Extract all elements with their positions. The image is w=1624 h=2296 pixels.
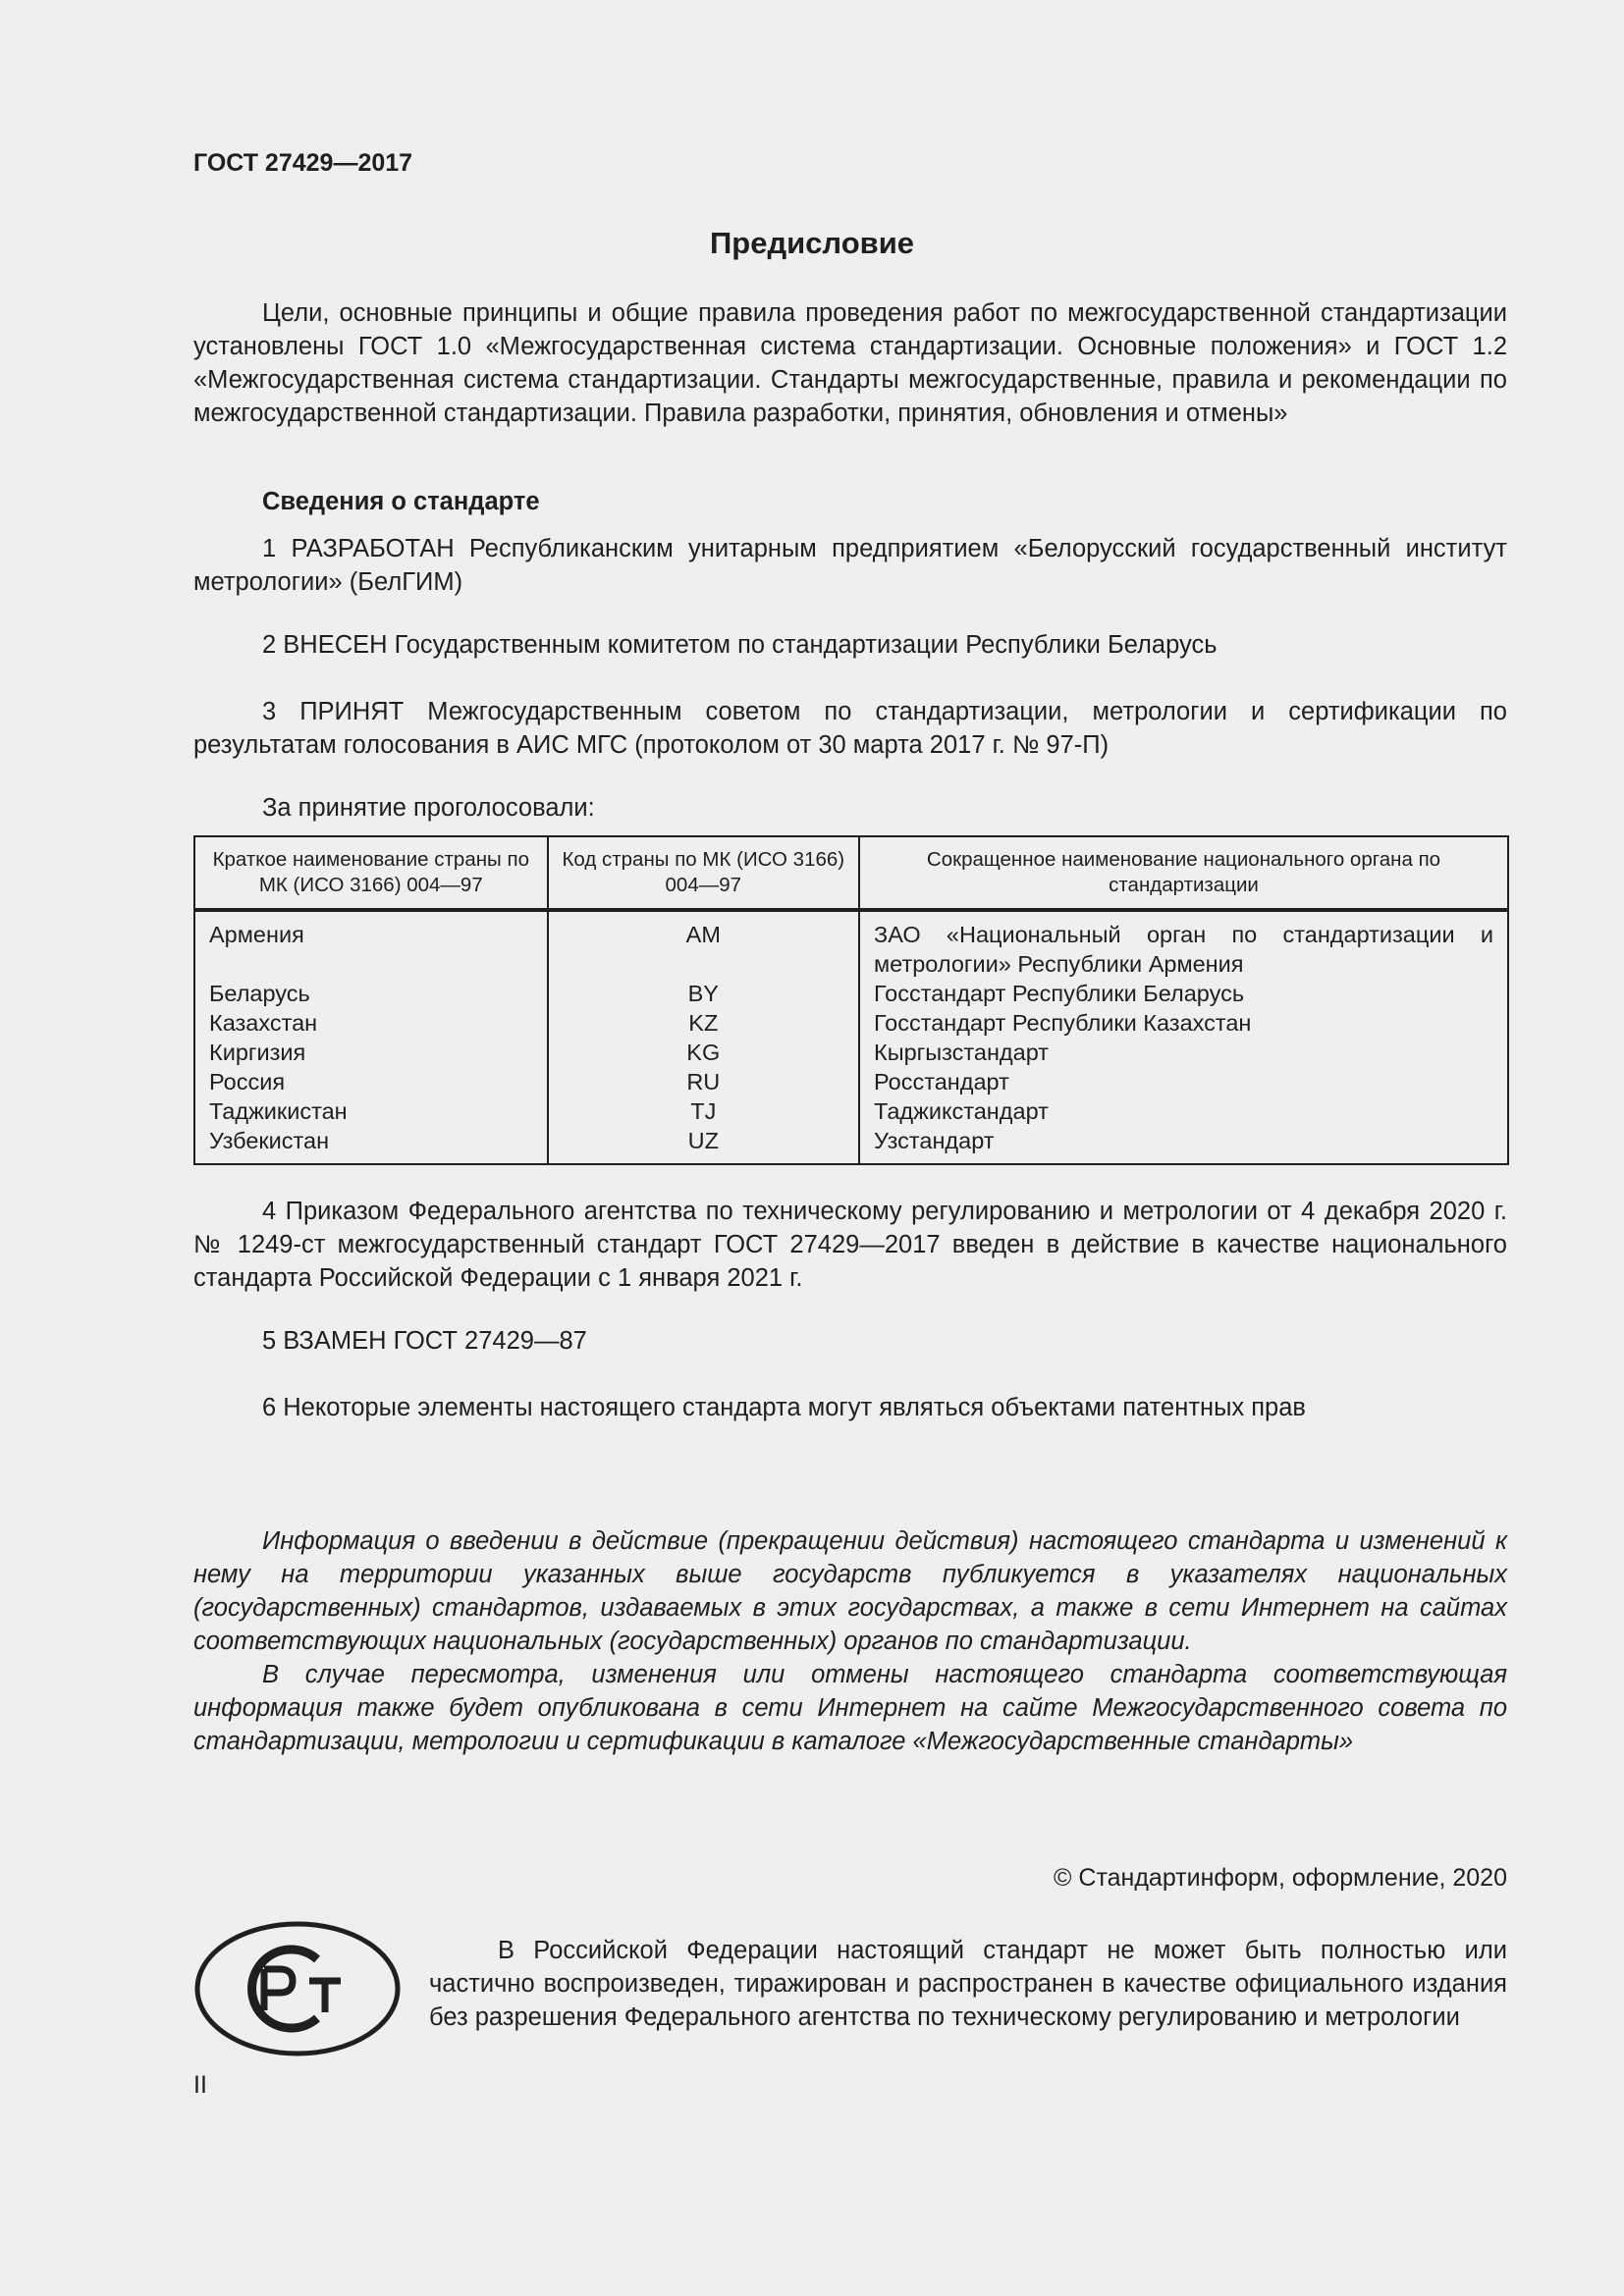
- table-row: [194, 1067, 1508, 1096]
- code-cell: BY: [548, 979, 859, 1008]
- code-cell: KZ: [548, 1008, 859, 1038]
- table-header-code: Код страны по МК (ИСО 3166) 004—97: [548, 836, 859, 909]
- page-number: II: [193, 2071, 207, 2099]
- org-cell: ЗАО «Национальный орган по стандартизации и метрологии» Республики Армения: [859, 920, 1508, 979]
- country-cell: Казахстан: [194, 1008, 548, 1038]
- table-row: [194, 979, 1508, 1008]
- item-enacted: 4 Приказом Федерального агентства по техническому регулированию и метрологии от 4 декабря 2020 г. № 1249-ст межгосударственный стандарт ГОСТ 27429—2017 введен в действие в качестве национального стандарта Российской Федерации с 1 января 2021 г.: [193, 1198, 1507, 1292]
- org-cell: Госстандарт Республики Беларусь: [859, 979, 1508, 1008]
- code-cell: UZ: [548, 1126, 859, 1164]
- org-cell: Кыргызстандарт: [859, 1038, 1508, 1067]
- table-row: [194, 920, 1508, 979]
- code-cell: AM: [548, 920, 859, 979]
- page-title: Предисловие: [709, 226, 914, 260]
- rst-logo-icon: [193, 1920, 402, 2057]
- table-header-org: Сокращенное наименование национального органа по стандартизации: [859, 836, 1508, 909]
- org-cell: Узстандарт: [859, 1126, 1508, 1164]
- copyright-line: © Стандартинформ, оформление, 2020: [1054, 1864, 1507, 1892]
- table-header-country: Краткое наименование страны по МК (ИСО 3166) 004—97: [194, 836, 548, 909]
- item-replaces: 5 ВЗАМЕН ГОСТ 27429—87: [262, 1327, 587, 1355]
- item-introduced: 2 ВНЕСЕН Государственным комитетом по стандартизации Республики Беларусь: [262, 631, 1218, 659]
- code-cell: TJ: [548, 1096, 859, 1126]
- country-cell: Беларусь: [194, 979, 548, 1008]
- italic-note-revision: В случае пересмотра, изменения или отмены настоящего стандарта соответствующая информация также будет опубликована в сети Интернет на сайте Межгосударственного совета по стандартизации, метрологии и сертификации в каталоге «Межгосударственные стандарты»: [193, 1661, 1507, 1755]
- country-cell: Армения: [194, 920, 548, 979]
- intro-paragraph: Цели, основные принципы и общие правила проведения работ по межгосударственной стандартизации установлены ГОСТ 1.0 «Межгосударственная система стандартизации. Основные положения» и ГОСТ 1.2 «Межгосударственная система стандартизации. Стандарты межгосударственные, правила и рекомендации по межгосударственной стандартизации. Правила разработки, принятия, обновления и отмены»: [193, 299, 1507, 427]
- table-row: [194, 1008, 1508, 1038]
- code-cell: RU: [548, 1067, 859, 1096]
- info-heading: Сведения о стандарте: [262, 488, 540, 515]
- item-adopted: 3 ПРИНЯТ Межгосударственным советом по стандартизации, метрологии и сертификации по результатам голосования в АИС МГС (протоколом от 30 марта 2017 г. № 97-П): [193, 698, 1507, 759]
- italic-note-publication: Информация о введении в действие (прекращении действия) настоящего стандарта и изменений к нему на территории указанных выше государств публикуется в указателях национальных (государственных) стандартов, издаваемых в этих государствах, а также в сети Интернет на сайтах соответствующих национальных (государственных) органов по стандартизации.: [193, 1527, 1507, 1655]
- country-cell: Россия: [194, 1067, 548, 1096]
- item-developed: 1 РАЗРАБОТАН Республиканским унитарным предприятием «Белорусский государственный институт метрологии» (БелГИМ): [193, 535, 1507, 596]
- country-cell: Киргизия: [194, 1038, 548, 1067]
- voting-table: [193, 835, 1509, 1165]
- item-patent: 6 Некоторые элементы настоящего стандарта могут являться объектами патентных прав: [262, 1394, 1306, 1421]
- code-cell: KG: [548, 1038, 859, 1067]
- org-cell: Таджикстандарт: [859, 1096, 1508, 1126]
- country-cell: Таджикистан: [194, 1096, 548, 1126]
- item-voted: За принятие проголосовали:: [262, 794, 595, 822]
- table-header-row: [194, 836, 1508, 909]
- copyright-notice: В Российской Федерации настоящий стандарт не может быть полностью или частично воспроизведен, тиражирован и распространен в качестве официального издания без разрешения Федерального агентства по техническому регулированию и метрологии: [429, 1937, 1507, 2031]
- table-row: [194, 1126, 1508, 1164]
- table-row: [194, 1038, 1508, 1067]
- document-code: ГОСТ 27429—2017: [193, 149, 413, 177]
- org-cell: Росстандарт: [859, 1067, 1508, 1096]
- table-row: [194, 1096, 1508, 1126]
- org-cell: Госстандарт Республики Казахстан: [859, 1008, 1508, 1038]
- country-cell: Узбекистан: [194, 1126, 548, 1164]
